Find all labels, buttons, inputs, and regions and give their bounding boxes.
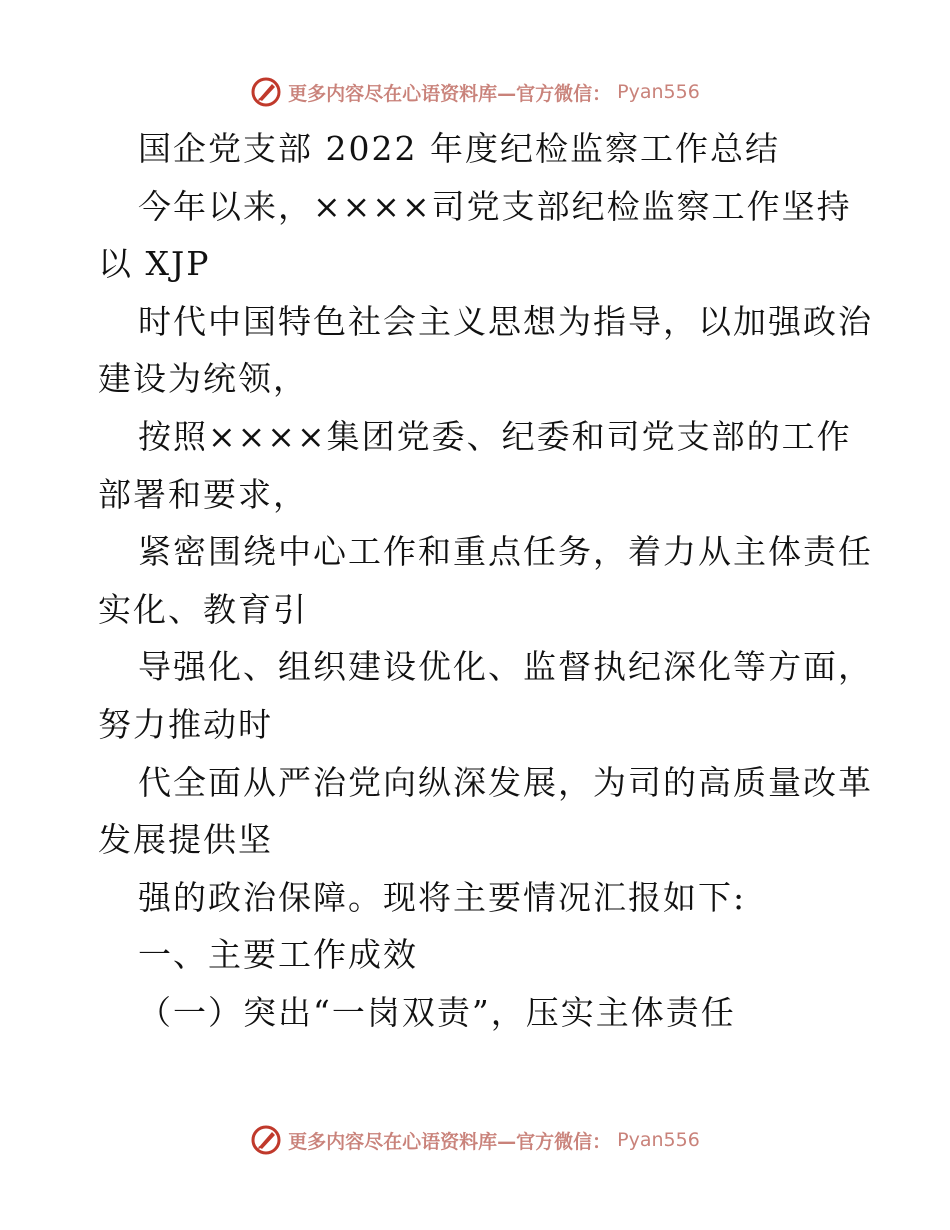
paragraph-line: 部署和要求， <box>98 474 308 514</box>
paragraph-line: 紧密围绕中心工作和重点任务，着力从主体责任 <box>138 532 873 572</box>
paragraph-line: 今年以来，××××司党支部纪检监察工作坚持 <box>138 186 852 226</box>
paragraph-line: 代全面从严治党向纵深发展，为司的高质量改革 <box>138 762 873 802</box>
paragraph-line: 实化、教育引 <box>98 589 308 629</box>
paragraph-line: 以 XJP <box>98 244 211 284</box>
header-watermark <box>0 72 950 112</box>
paragraph-line: 导强化、组织建设优化、监督执纪深化等方面， <box>138 647 873 687</box>
paragraph-line: 发展提供坚 <box>98 820 273 860</box>
paragraph-line: 强的政治保障。现将主要情况汇报如下: <box>138 877 747 917</box>
paragraph-line: 努力推动时 <box>98 704 273 744</box>
watermark-text: 更多内容尽在心语资料库—官方微信： <box>288 82 612 105</box>
paragraph-line: 按照××××集团党委、纪委和司党支部的工作 <box>138 416 852 456</box>
document-body <box>98 120 873 1042</box>
watermark-wechat-id: Pyan556 <box>617 1129 700 1151</box>
subsection-heading: （一）突出“一岗双责”，压实主体责任 <box>138 992 736 1032</box>
quill-logo-icon <box>250 1124 282 1156</box>
footer-watermark <box>0 1120 950 1160</box>
section-heading: 一、主要工作成效 <box>138 935 418 975</box>
paragraph-line: 建设为统领， <box>98 359 308 399</box>
watermark-wechat-id: Pyan556 <box>617 81 700 103</box>
watermark-text: 更多内容尽在心语资料库—官方微信： <box>288 1130 612 1153</box>
paragraph-line: 时代中国特色社会主义思想为指导，以加强政治 <box>138 301 873 341</box>
document-title: 国企党支部 2022 年度纪检监察工作总结 <box>138 129 780 168</box>
quill-logo-icon <box>250 76 282 108</box>
